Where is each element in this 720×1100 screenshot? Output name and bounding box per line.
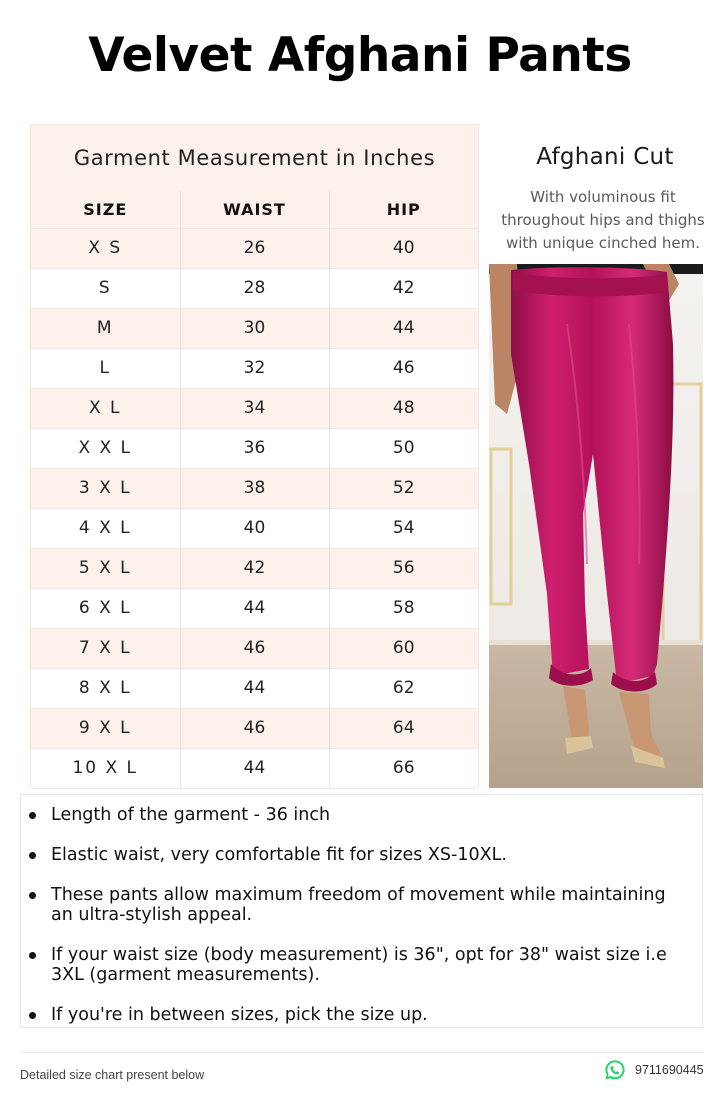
waist-cell: 28 [180, 268, 329, 308]
note-elastic-waist: Elastic waist, very comfortable fit for sizes XS-10XL. [51, 845, 682, 865]
table-row [31, 628, 478, 668]
waist-cell: 38 [180, 468, 329, 508]
header-waist: WAIST [180, 191, 329, 228]
waist-cell: 26 [180, 228, 329, 268]
size-cell: L [31, 348, 180, 388]
table-row [31, 668, 478, 708]
notes-list [21, 795, 702, 1025]
size-cell: 10 X L [31, 748, 180, 788]
waist-cell: 44 [180, 668, 329, 708]
hip-cell: 46 [329, 348, 478, 388]
waist-cell: 44 [180, 748, 329, 788]
footer-divider [20, 1052, 703, 1053]
table-row [31, 228, 478, 268]
footer-note: Detailed size chart present below [20, 1068, 205, 1082]
note-between-sizes: If you're in between sizes, pick the size up. [51, 1005, 682, 1025]
waist-cell: 40 [180, 508, 329, 548]
waist-cell: 34 [180, 388, 329, 428]
size-cell: 6 X L [31, 588, 180, 628]
whatsapp-icon [604, 1059, 626, 1081]
note-freedom: These pants allow maximum freedom of movement while maintaining an ultra-stylish appeal. [51, 885, 682, 925]
table-row [31, 348, 478, 388]
size-cell: 7 X L [31, 628, 180, 668]
waist-cell: 44 [180, 588, 329, 628]
hip-cell: 48 [329, 388, 478, 428]
page-title: Velvet Afghani Pants [88, 28, 632, 83]
size-cell: 9 X L [31, 708, 180, 748]
phone-number: 9711690445 [635, 1063, 704, 1077]
size-cell: 5 X L [31, 548, 180, 588]
whatsapp-contact[interactable] [604, 1059, 704, 1081]
table-row [31, 588, 478, 628]
hip-cell: 54 [329, 508, 478, 548]
hip-cell: 50 [329, 428, 478, 468]
table-row [31, 548, 478, 588]
waist-cell: 36 [180, 428, 329, 468]
table-caption: Garment Measurement in Inches [31, 125, 478, 191]
hip-cell: 56 [329, 548, 478, 588]
table-row [31, 308, 478, 348]
size-cell: M [31, 308, 180, 348]
hip-cell: 60 [329, 628, 478, 668]
size-table [31, 191, 478, 789]
table-row [31, 388, 478, 428]
hip-cell: 40 [329, 228, 478, 268]
table-row [31, 508, 478, 548]
table-header-row [31, 191, 478, 228]
cut-description: With voluminous fit throughout hips and thighs with unique cinched hem. [501, 188, 705, 252]
waist-cell: 46 [180, 708, 329, 748]
hip-cell: 64 [329, 708, 478, 748]
waist-cell: 32 [180, 348, 329, 388]
hip-cell: 52 [329, 468, 478, 508]
size-cell: S [31, 268, 180, 308]
note-length: Length of the garment - 36 inch [51, 805, 682, 825]
size-cell: 4 X L [31, 508, 180, 548]
size-cell: 8 X L [31, 668, 180, 708]
header-size: SIZE [31, 191, 180, 228]
size-cell: X X L [31, 428, 180, 468]
size-cell: X S [31, 228, 180, 268]
product-photo [489, 264, 703, 788]
table-row [31, 708, 478, 748]
cut-title: Afghani Cut [536, 144, 674, 170]
table-row [31, 468, 478, 508]
size-chart [30, 124, 479, 788]
table-body [31, 228, 478, 788]
product-notes [20, 794, 703, 1028]
table-row [31, 268, 478, 308]
hip-cell: 62 [329, 668, 478, 708]
note-size-advice: If your waist size (body measurement) is 36", opt for 38" waist size i.e 3XL (garment measurements). [51, 945, 682, 985]
hip-cell: 42 [329, 268, 478, 308]
size-cell: X L [31, 388, 180, 428]
hip-cell: 44 [329, 308, 478, 348]
hip-cell: 66 [329, 748, 478, 788]
waist-cell: 30 [180, 308, 329, 348]
waist-cell: 46 [180, 628, 329, 668]
table-row [31, 428, 478, 468]
header-hip: HIP [329, 191, 478, 228]
table-row [31, 748, 478, 788]
waist-cell: 42 [180, 548, 329, 588]
size-cell: 3 X L [31, 468, 180, 508]
hip-cell: 58 [329, 588, 478, 628]
